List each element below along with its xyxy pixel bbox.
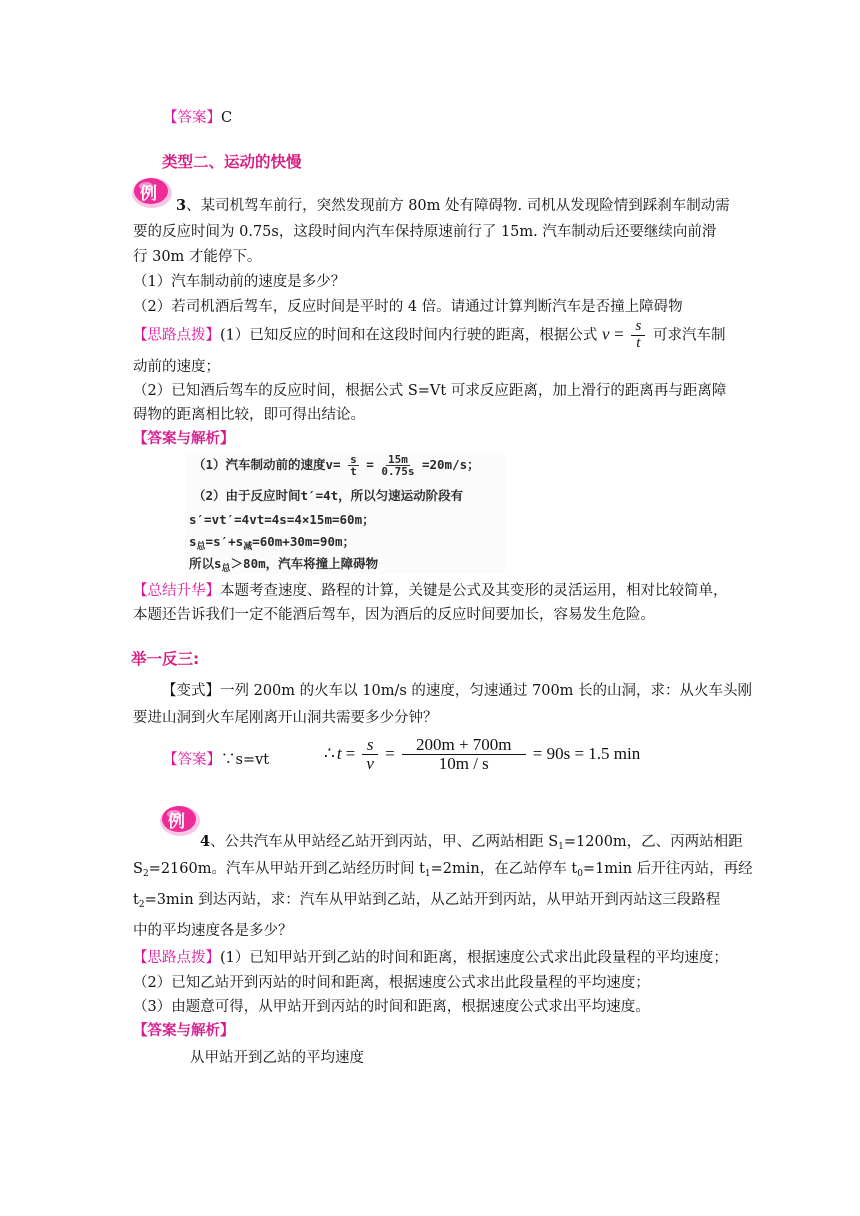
example3-question2: （2）若司机酒后驾车，反应时间是平时的 4 倍。请通过计算判断汽车是否撞上障碍物 [133,299,683,315]
summary-line1: 【总结升华】本题考查速度、路程的计算，关键是公式及其变形的灵活运用，相对比较简单， [133,583,728,599]
formula-v: v [602,324,610,344]
solution-image [185,452,505,574]
example4-number: 4 [200,833,211,850]
example3-line2: 要的反应时间为 0.75s，这段时间内汽车保持原速前行了 15m. 汽车制动后还要继续向前滑 [133,224,717,240]
variant-line2: 要进山洞到火车尾刚离开山洞共需要多少分钟？ [133,710,438,726]
example4-line2: $S_2=2160m$。汽车从甲站开到乙站经历时间 $t_1=2\min$，在乙站停车 $t_0=1\min$ 后开往丙站，再经 [133,861,753,879]
formula-numerator: s [635,318,642,334]
answer-analysis-label: 【答案与解析】 [133,431,235,447]
example3-text1: 、某司机驾车前行，突然发现前方 80m 处有障碍物. 司机从发现险情到踩刹车制动需 [186,198,730,214]
example3-question1: （1）汽车制动前的速度是多少？ [133,274,346,290]
variant-line1: 【变式】一列 200m 的火车以 10m/s 的速度，匀速通过 700m 长的山洞，求：从火车头刚 [162,683,753,699]
equation-fraction2: $\frac{200m + 700m}{10m / s}$ [402,736,526,773]
practice-title: 举一反三: [131,650,200,668]
formula-denominator: t [636,334,641,351]
solution-line2: （2）由于反应时间t′=4t，所以匀速运动阶段有 [193,488,464,503]
solution-fraction1: $\frac{s}{t}$ [350,453,357,478]
solution-line5: 所以$s_总>80m$，汽车将撞上障碍物 [189,556,379,574]
example4-line3: $t_2=3\min$ 到达丙站，求：汽车从甲站到乙站，从乙站开到丙站，从甲站开到丙站这三段路程 [133,892,721,910]
hint1-line [133,319,725,352]
example4-line1: 4、公共汽车从甲站经乙站开到丙站，甲、乙两站相距 $S_1=1200m$，乙、丙两站相距 [200,833,743,852]
example4-line4: 中的平均速度各是多少？ [133,923,293,939]
solution-line1: （1）汽车制动前的速度v= $\frac{s}{t}$ = $\frac{15m}{0.75s}$ =20m/s； [193,453,480,478]
example3-line3: 行 30m 才能停下。 [133,249,262,265]
hint1-line2: 动前的速度； [133,359,220,375]
badge-label: 例 [140,184,157,204]
formula-eq: = [614,324,624,344]
solution-line3: s′=vt′=4vt=4s=4×15m=60m； [189,512,375,527]
example4-badge-icon [158,803,202,839]
practice-answer-label: 【答案】 [163,752,221,768]
hint-label: 【思路点拨】 [133,327,220,344]
variant-label: 【变式】 [162,683,220,699]
example4-hint3: （3）由题意可得，从甲站开到丙站的时间和距离，根据速度公式求出平均速度。 [133,999,650,1015]
example3-number: 3 [176,197,187,214]
practice-answer-given: ∵s=vt [221,752,270,768]
solution-fraction2: $\frac{15m}{0.75s}$ [381,453,415,478]
answer-value: C [221,110,233,126]
hint2-line2: 碍物的距离相比较，即可得出结论。 [133,407,365,423]
equation-fraction1: $\frac{s}{v}$ [362,736,378,773]
practice-answer [163,748,269,769]
answer-label: 【答案】 [163,110,221,126]
section-title: 类型二、运动的快慢 [162,153,302,171]
example4-answer-line: 从甲站开到乙站的平均速度 [190,1050,364,1066]
hint2-line1: （2）已知酒后驾车的反应时间，根据公式 S=Vt 可求反应距离，加上滑行的距离再与距离障 [133,383,727,399]
solution-line4: $s_总=s'+s_减=60m+30m=90m$； [189,534,356,552]
example4-hint1: 【思路点拨】(1）已知甲站开到乙站的时间和距离，根据速度公式求出此段量程的平均速度； [133,950,728,966]
example4-answer-label: 【答案与解析】 [133,1023,235,1039]
formula-fraction [631,319,645,352]
hint1-text-post: 可求汽车制 [652,327,726,344]
hint1-text: (1）已知反应的时间和在这段时间内行驶的距离，根据公式 [220,327,598,344]
example4-hint-label: 【思路点拨】 [133,950,220,966]
example-badge-icon [130,175,174,211]
summary-label: 【总结升华】 [133,583,220,599]
practice-equation: ∴ t = $\frac{s}{v}$ = $\frac{200m + 700m}{10m / s}$ = 90s = 1.5 min [324,735,641,773]
example4-hint2: （2）已知乙站开到丙站的时间和距离，根据速度公式求出此段量程的平均速度； [133,975,650,991]
example3-line1 [176,194,730,215]
summary-line2: 本题还告诉我们一定不能酒后驾车，因为酒后的反应时间要加长，容易发生危险。 [133,607,655,623]
answer-line [163,106,232,127]
badge4-label: 例 [168,812,185,832]
